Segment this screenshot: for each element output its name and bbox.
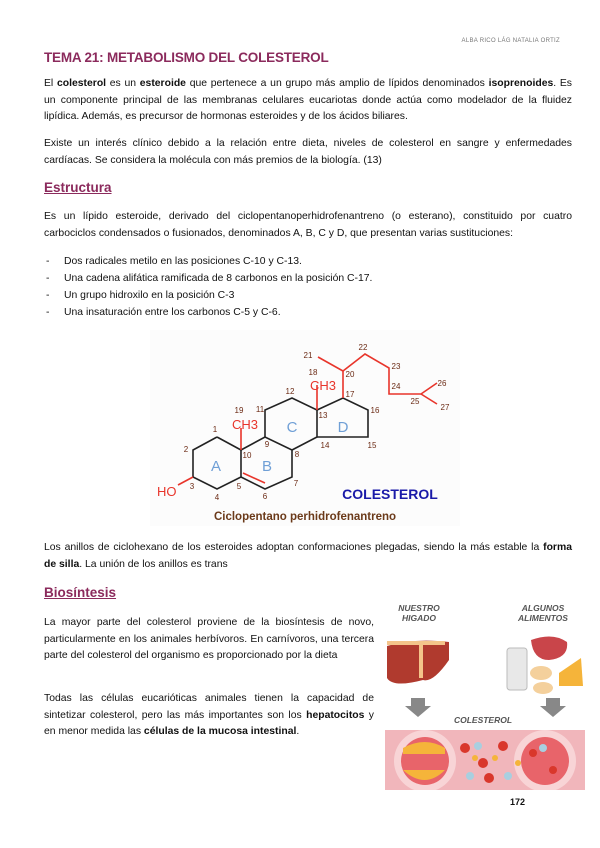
artery-icon [385,730,585,790]
ring-label-d: D [337,419,349,436]
atom-number-20: 20 [345,370,355,379]
label-algunos: ALGUNOS [521,603,565,613]
bold-term: células de la mucosa intestinal [143,726,297,737]
atom-number-18: 18 [308,368,318,377]
text: es un [106,78,140,89]
atom-number-4: 4 [214,493,220,502]
section-heading-estructura: Estructura [44,180,112,195]
list-item: - Una insaturación entre los carbonos C-5 y C-6. [44,304,372,321]
figure-caption: Ciclopentano perhidrofenantreno [213,511,397,523]
intro-paragraph-1 [44,76,572,126]
page-number: 172 [510,797,526,807]
cholesterol-sources-illustration [383,598,588,790]
intro-paragraph-2: Existe un interés clínico debido a la relación entre dieta, niveles de colesterol en sangre y enfermedades cardíacas. Se considera la molécula con más premios de la biología. (13) [44,138,572,166]
hydroxyl-label: HO [157,484,177,499]
atom-number-8: 8 [294,450,300,459]
ring-label-a: A [210,458,222,475]
atom-number-27: 27 [440,403,450,412]
text: . La unión de los anillos es trans [79,558,228,570]
label-higado: HIGADO [402,613,436,623]
bold-term: esteroide [139,78,186,89]
methyl-label-c19: CH3 [232,417,259,432]
biosintesis-paragraph-1: La mayor parte del colesterol proviene de la biosíntesis de novo, particularmente en los animales herbívoros. En carnívoros, una tercera parte del colesterol del organismo es proporcionado por la dieta [44,617,374,661]
biosintesis-paragraph-2 [44,691,374,741]
text: . Es un componente principal de las membranas celulares eucariotas donde actúa como modelador de la fluidez lipídica. Además, es precursor de hormonas esteroides y de los ácidos biliares. [44,78,572,122]
atom-number-17: 17 [345,390,355,399]
atom-number-12: 12 [285,387,295,396]
text: que pertenece a un grupo más amplio de lípidos denominados [185,78,489,89]
food-icon [507,636,583,694]
cholesterol-structure-figure [150,330,460,526]
text: El [44,78,57,89]
substitutions-list [44,253,372,321]
atom-number-24: 24 [391,382,401,391]
list-item: - Un grupo hidroxilo en la posición C-3 [44,287,372,304]
atom-number-23: 23 [391,362,401,371]
atom-number-13: 13 [318,411,328,420]
atom-number-26: 26 [437,379,447,388]
atom-number-19: 19 [234,406,244,415]
ring-label-c: C [286,419,298,436]
section-heading-biosintesis: Biosíntesis [44,585,117,600]
bold-term: forma de silla [44,542,572,570]
atom-number-9: 9 [264,440,270,449]
estructura-paragraph-2 [44,540,572,573]
bold-term: colesterol [56,78,107,89]
steroid-rings [193,398,368,489]
atom-number-2: 2 [183,445,189,454]
atom-number-15: 15 [367,441,377,450]
page-title: TEMA 21: METABOLISMO DEL COLESTEROL [44,50,329,65]
text: y en menor medida las [44,709,374,737]
atom-number-21: 21 [303,351,313,360]
estructura-paragraph: Es un lípido esteroide, derivado del ciclopentanoperhidrofenantreno (o esterano), constituido por cuatro carbociclos condensados o fusionados, denominados A, B, C y D, que presentan varias sustituciones: [44,211,572,239]
label-nuestro: NUESTRO [398,603,440,613]
label-alimentos: ALIMENTOS [518,613,568,623]
liver-icon [387,641,449,684]
atom-number-14: 14 [320,441,330,450]
label-colesterol: COLESTEROL [453,715,513,725]
molecule-name: COLESTEROL [342,486,438,502]
atom-number-10: 10 [242,451,252,460]
bold-term: isoprenoides [488,78,554,89]
text: . [296,726,300,737]
atom-number-25: 25 [410,397,420,406]
atom-number-6: 6 [262,492,268,501]
atom-number-11: 11 [255,405,265,414]
atom-number-1: 1 [212,425,218,434]
list-item: - Dos radicales metilo en las posiciones C-10 y C-13. [44,253,372,270]
bold-term: hepatocitos [306,709,365,721]
atom-number-3: 3 [189,482,195,491]
atom-number-22: 22 [358,343,368,352]
text: Los anillos de ciclohexano de los esteroides adoptan conformaciones plegadas, siendo la más estable la [44,542,544,553]
methyl-label-c18: CH3 [310,378,337,393]
atom-number-5: 5 [236,482,242,491]
ring-label-b: B [261,458,273,475]
text: Todas las células eucarióticas animales tienen la capacidad de sintetizar colesterol, pero las más importantes son los [44,693,374,721]
page-header-authors: ALBA RICO LÁG NATALIA ORTIZ [461,38,560,44]
list-item: - Una cadena alifática ramificada de 8 carbonos en la posición C-17. [44,270,372,287]
atom-number-7: 7 [293,479,299,488]
atom-number-16: 16 [370,406,380,415]
